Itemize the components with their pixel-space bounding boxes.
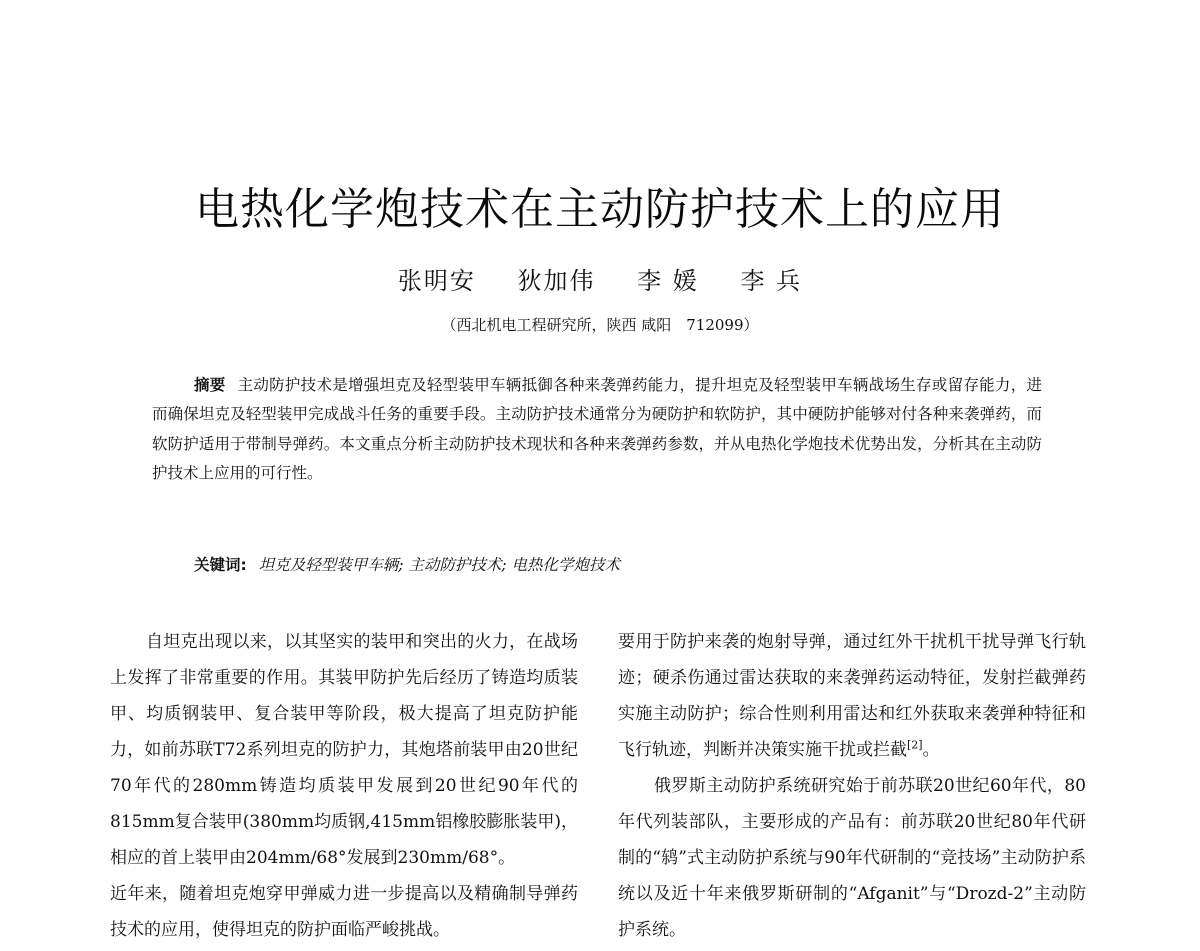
- keywords-text: 坦克及轻型装甲车辆; 主动防护技术; 电热化学炮技术: [258, 556, 621, 574]
- author-name: 李 兵: [740, 267, 803, 295]
- body-paragraph: 俄罗斯主动防护系统研究始于前苏联20世纪60年代，80年代列装部队，主要形成的产品有：前苏联20世纪80年代研制的“鸫”式主动防护系统与90年代研制的“竞技场”主动防护系统以及近十年来俄罗斯研制的“Afganit”与“Drozd-2”主动防护系统。: [618, 776, 1086, 940]
- author-name: 张明安: [397, 267, 476, 295]
- body-paragraph: 自坦克出现以来，以其坚实的装甲和突出的火力，在战场上发挥了非常重要的作用。其装甲防护先后经历了铸造均质装甲、均质钢装甲、复合装甲等阶段，极大提高了坦克防护能力，如前苏联T72系列坦克的防护力，其炮塔前装甲由20世纪70年代的280mm铸造均质装甲发展到20世纪90年代的815mm复合装甲(380mm均质钢,415mm铝橡胶膨胀装甲)，相应的首上装甲由204mm/68°发展到230mm/68°。: [110, 632, 578, 868]
- body-paragraph: 近年来，随着坦克炮穿甲弹威力进一步提高以及精确制导弹药技术的应用，使得坦克的防护面临严峻挑战。: [110, 884, 578, 940]
- abstract-label: 摘要: [194, 376, 226, 394]
- body-paragraph: [618, 624, 1086, 768]
- abstract: [152, 371, 1042, 489]
- affiliation: （西北机电工程研究所，陕西 咸阳 712099）: [441, 316, 759, 334]
- keywords: [194, 551, 1044, 579]
- citation-ref: [2]: [907, 738, 923, 752]
- author-list: [0, 264, 1200, 298]
- body-text: 。: [922, 740, 940, 760]
- abstract-text: 主动防护技术是增强坦克及轻型装甲车辆抵御各种来袭弹药能力，提升坦克及轻型装甲车辆战场生存或留存能力，进而确保坦克及轻型装甲完成战斗任务的重要手段。主动防护技术通常分为硬防护和软防护，其中硬防护能够对付各种来袭弹药，而软防护适用于带制导弹药。本文重点分析主动防护技术现状和各种来袭弹药参数，并从电热化学炮技术优势出发，分析其在主动防护技术上应用的可行性。: [152, 376, 1042, 483]
- keywords-label: 关键词:: [194, 556, 247, 574]
- body-column-left: [110, 624, 578, 948]
- body-column-right: [618, 624, 1086, 948]
- body-text: 要用于防护来袭的炮射导弹，通过红外干扰机干扰导弹飞行轨迹；硬杀伤通过雷达获取的来袭弹药运动特征，发射拦截弹药实施主动防护；综合性则利用雷达和红外获取来袭弹种特征和飞行轨迹，判断并决策实施干扰或拦截: [618, 632, 1086, 760]
- author-name: 李 媛: [637, 267, 699, 295]
- paper-title: 电热化学炮技术在主动防护技术上的应用: [195, 184, 1005, 235]
- author-name: 狄加伟: [517, 267, 596, 295]
